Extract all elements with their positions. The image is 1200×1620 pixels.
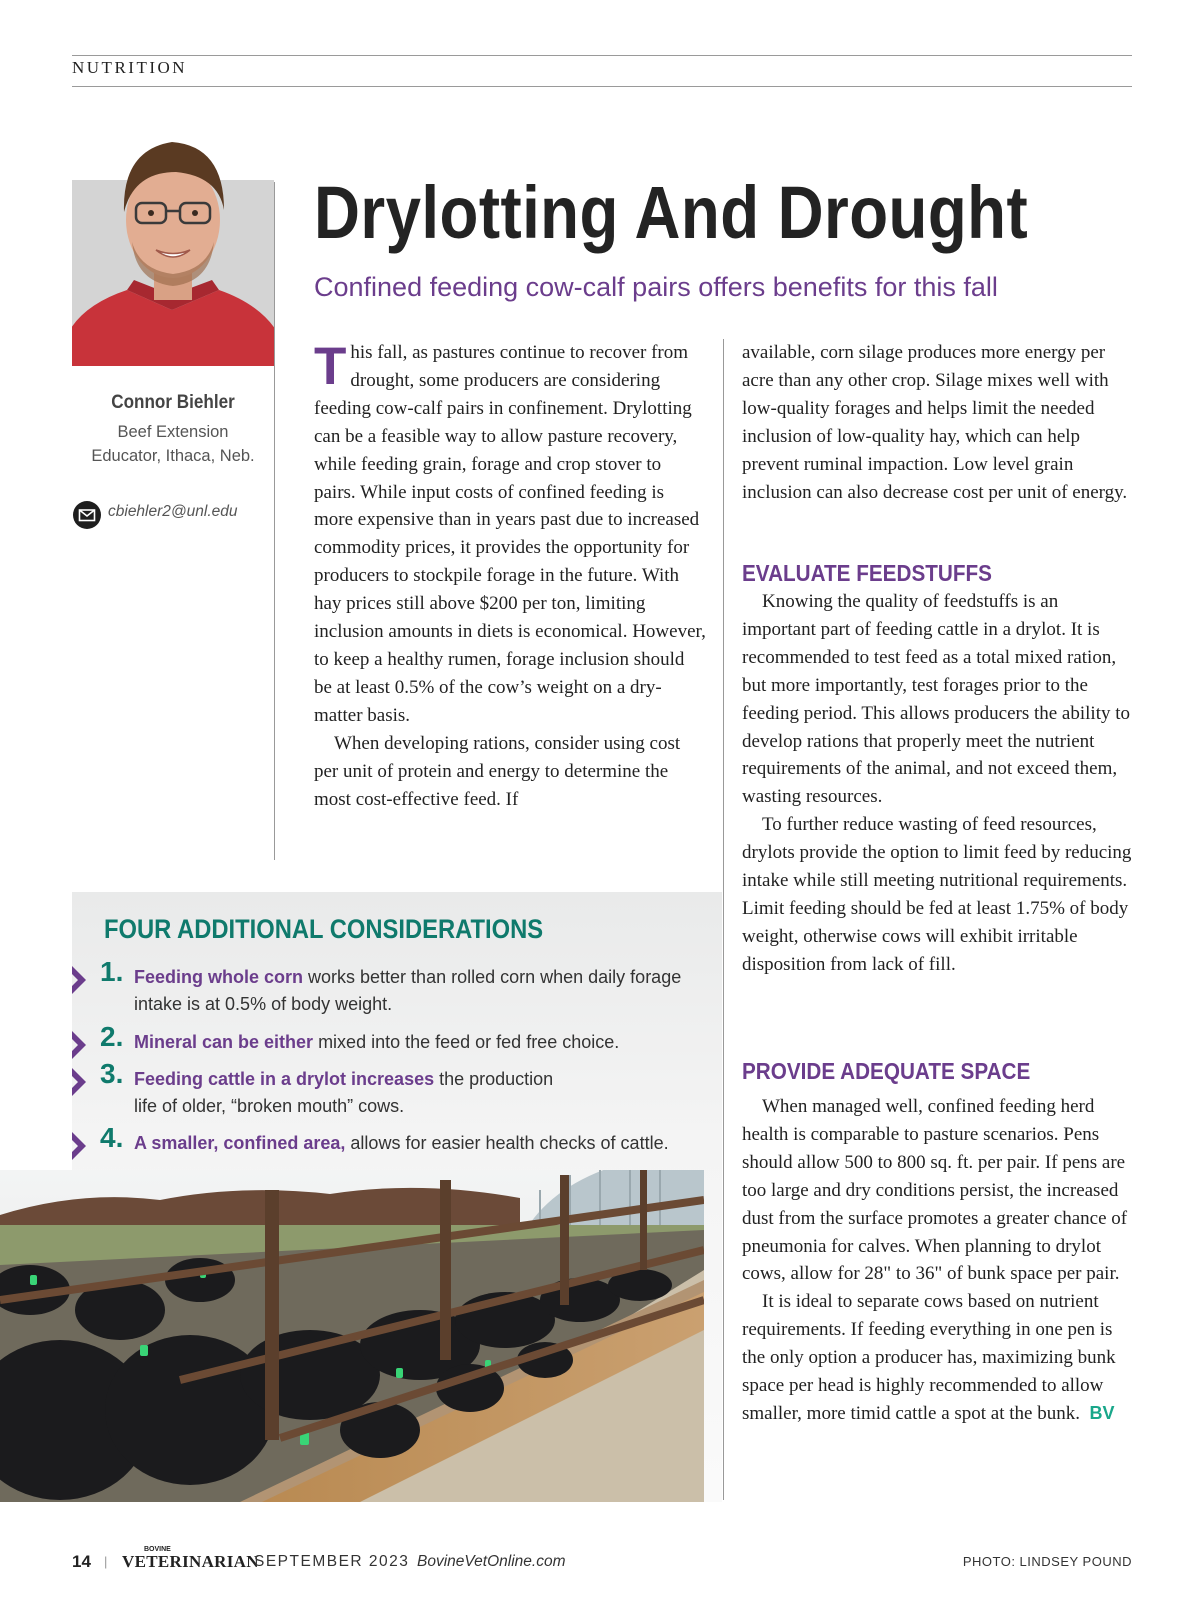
author-title-line2: Educator, Ithaca, Neb. <box>91 447 255 465</box>
item-number: 4. <box>100 1122 124 1153</box>
item-number: 2. <box>100 1021 124 1052</box>
chevron-right-icon <box>72 1031 86 1059</box>
chevron-right-icon <box>72 1068 86 1096</box>
author-name: Connor Biehler <box>111 392 235 413</box>
drylot-cattle-photo <box>0 1170 704 1502</box>
author-column-divider <box>274 182 275 860</box>
author-block <box>72 392 274 468</box>
column-divider <box>723 339 724 1500</box>
publication-superscript: BOVINE <box>144 1546 171 1553</box>
article-column-2 <box>742 339 1136 506</box>
item-number: 3. <box>100 1058 124 1089</box>
section-label: NUTRITION <box>72 58 188 77</box>
publication-name: VETERINARIAN <box>122 1552 259 1571</box>
article-paragraph-2-start: When developing rations, consider using cost per unit of protein and energy to determine the most cost-effective feed. If <box>314 732 681 810</box>
chevron-right-icon <box>72 1132 86 1160</box>
page-number: 14 <box>72 1552 91 1571</box>
item-text: mixed into the feed or fed free choice. <box>313 1032 620 1052</box>
space-section <box>742 1093 1136 1428</box>
heading-evaluate-feedstuffs: EVALUATE FEEDSTUFFS <box>742 560 992 586</box>
article-paragraph-2-end: available, corn silage produces more energy per acre than any other crop. Silage mixes well with low-quality forages and helps limit the needed inclusion of low-quality hay, which can help prevent ruminal impaction. Low level grain inclusion can also decrease cost per unit of energy. <box>742 342 1128 503</box>
sidebar-heading: FOUR ADDITIONAL CONSIDERATIONS <box>104 914 544 944</box>
drop-cap: T <box>314 337 347 396</box>
evaluate-section <box>742 588 1136 979</box>
item-text: allows for easier health checks of cattle. <box>345 1133 669 1153</box>
envelope-icon <box>72 500 102 535</box>
article-paragraph-5: When managed well, confined feeding herd health is comparable to pasture scenarios. Pens should allow 500 to 800 sq. ft. per pair. If pens are too large and dry conditions persist, the increased dust from the surface promotes a greater chance of pneumonia for calves. When planning to drylot cows, allow for 28" to 36" of bunk space per pair. <box>742 1096 1128 1285</box>
page-footer <box>72 1546 1132 1576</box>
author-email-link[interactable]: cbiehler2@unl.edu <box>108 503 238 520</box>
item-text: the production life of older, “broken mouth” cows. <box>134 1069 554 1116</box>
footer-separator: | <box>104 1554 108 1569</box>
article-column-1 <box>314 339 706 813</box>
article-paragraph-1 <box>314 339 706 730</box>
item-lead: A smaller, confined area, <box>134 1133 346 1153</box>
website-link[interactable]: BovineVetOnline.com <box>417 1553 566 1570</box>
photo-credit: PHOTO: LINDSEY POUND <box>962 1554 1132 1569</box>
article-paragraph-4: To further reduce wasting of feed resources, drylots provide the option to limit feed by reducing intake while still meeting nutritional requirements. Limit feeding should be fed at least 1.75% of body weight, otherwise cows will exhibit irritable disposition from lack of fill. <box>742 814 1132 975</box>
article-paragraph-6 <box>742 1288 1136 1428</box>
item-lead: Mineral can be either <box>134 1032 314 1052</box>
header-rule <box>72 86 1132 87</box>
author-title-line1: Beef Extension <box>117 423 229 441</box>
article-title: Drylotting And Drought <box>314 171 1029 254</box>
article-subtitle: Confined feeding cow-calf pairs offers benefits for this fall <box>314 272 998 302</box>
author-headshot <box>72 110 274 366</box>
chevron-right-icon <box>72 966 86 994</box>
item-number: 1. <box>100 956 124 987</box>
top-rule <box>72 55 1132 56</box>
author-email-row[interactable] <box>72 500 282 530</box>
end-mark: BV <box>1089 1402 1115 1423</box>
paragraph-6-text: It is ideal to separate cows based on nutrient requirements. If feeding everything in one pen is the only option a producer has, maximizing bunk space per head is highly recommended to allow smaller, more timid cattle a spot at the bunk. <box>742 1291 1116 1424</box>
item-text: works better than rolled corn when daily forage intake is at 0.5% of body weight. <box>134 967 682 1014</box>
article-paragraph-3: Knowing the quality of feedstuffs is an important part of feeding cattle in a drylot. It is recommended to test feed as a total mixed ration, but more importantly, test forages prior to the feeding period. This allows producers the ability to develop rations that properly meet the nutrient requirements of the animal, and not exceed them, wasting resources. <box>742 591 1131 808</box>
heading-provide-adequate-space: PROVIDE ADEQUATE SPACE <box>742 1058 1031 1084</box>
issue-date: SEPTEMBER 2023 <box>254 1553 410 1570</box>
item-lead: Feeding whole corn <box>134 967 304 987</box>
paragraph-1-text: his fall, as pastures continue to recover from drought, some producers are considering feeding cow-calf pairs in confinement. Drylotting can be a feasible way to allow pasture recovery, while feeding grain, forage and crop stover to pairs. While input costs of confined feeding is more expensive than in years past due to increased commodity prices, it provides the opportunity for producers to stockpile forage in the future. With hay prices still above $200 per ton, limiting inclusion amounts in diets is economical. However, to keep a healthy rumen, forage inclusion should be at least 0.5% of the cow’s weight on a dry-matter basis. <box>314 342 706 726</box>
item-lead: Feeding cattle in a drylot increases <box>134 1069 435 1089</box>
